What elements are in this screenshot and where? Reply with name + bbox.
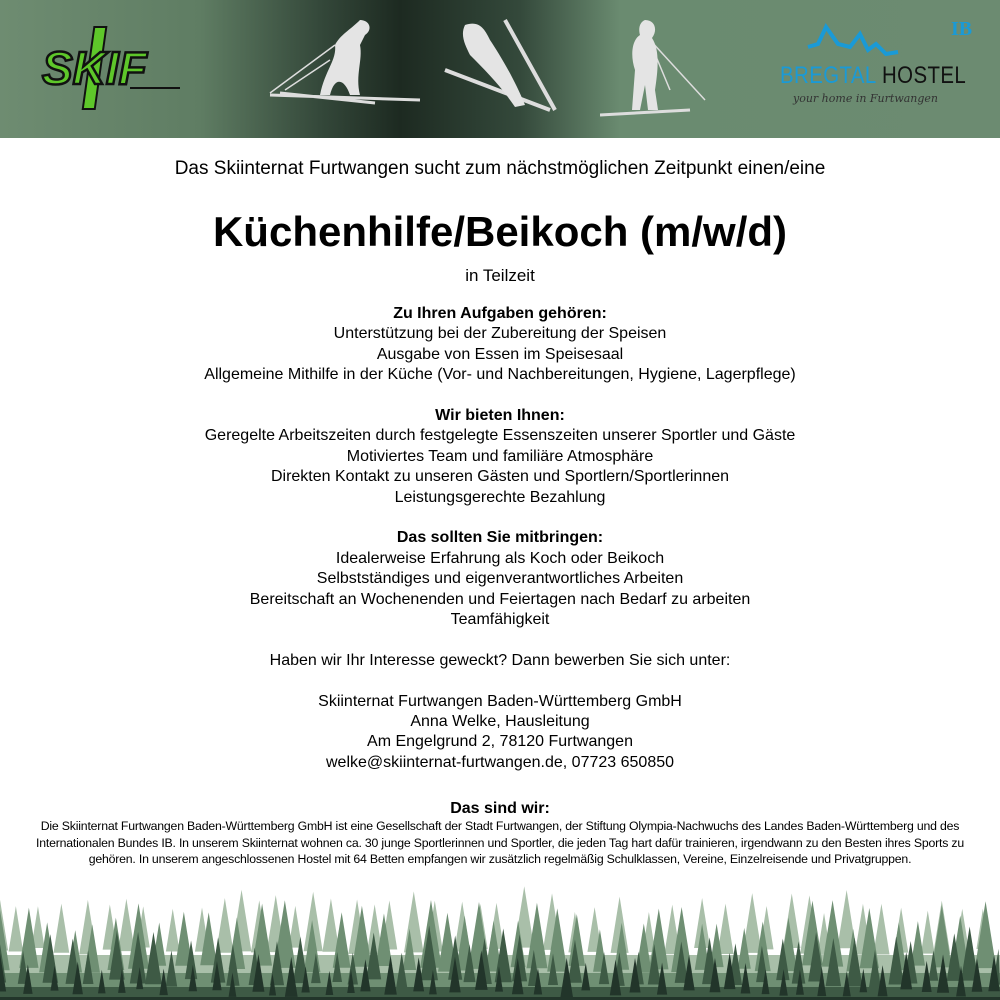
svg-text:SKIF: SKIF — [42, 42, 147, 94]
hostel-tagline: your home in Furtwangen — [793, 92, 939, 105]
tree-shape — [975, 901, 996, 968]
list-item: Allgemeine Mithilfe in der Küche (Vor- und Nachbereitungen, Hygiene, Lagerpflege) — [204, 366, 796, 384]
section-heading-tasks: Zu Ihren Aufgaben gehören: — [393, 305, 607, 322]
job-title: Küchenhilfe/Beikoch (m/w/d) — [212, 208, 788, 255]
job-details — [0, 304, 1000, 773]
skif-logo — [40, 22, 180, 112]
section-heading-offer: Wir bieten Ihnen: — [435, 407, 565, 425]
email-phone: welke@skiinternat-furtwangen.de, 07723 650850 — [325, 753, 675, 771]
about-text: Die Skiinternat Furtwangen Baden-Württemberg GmbH ist eine Gesellschaft der Stadt Furtwangen, der Stiftung Olympia-Nachwuchs des Landes Baden-Württemberg und des Internationalen Bundes IB. In unserem Skiinternat wohnen ca. 30 junge Sportlerinnen und Sportler, die jeden Tag hart dafür trainieren, irgendwann zu den Besten ihres Sports zu gehören. In unserem angeschlossenen Hostel mit 64 Betten empfangen wir zusätzlich regelmäßig Schulklassen, Vereine, Einzelreisende und Privatgruppen. — [36, 819, 964, 866]
ski-jumper-image — [440, 15, 560, 115]
list-item: Selbstständiges und eigenverantwortliches Arbeiten — [316, 570, 684, 588]
hostel-name-part1: BREGTAL — [780, 62, 876, 89]
hostel-name-part2: HOSTEL — [882, 62, 967, 89]
apply-prompt: Haben wir Ihr Interesse geweckt? Dann bewerben Sie sich unter: — [269, 651, 731, 669]
about-heading: Das sind wir: — [450, 800, 550, 817]
job-type: in Teilzeit — [465, 266, 535, 285]
bregtal-hostel-logo — [778, 18, 978, 112]
mountain-icon — [778, 22, 948, 62]
tree-shape — [921, 911, 935, 954]
tree-shape — [404, 891, 424, 952]
tree-shape — [9, 906, 24, 951]
cross-country-skier-image — [265, 15, 425, 105]
list-item: Unterstützung bei der Zubereitung der Speisen — [333, 325, 667, 343]
section-heading-requirements: Das sollten Sie mitbringen: — [396, 529, 604, 547]
tree-shape — [166, 909, 180, 952]
tree-shape — [54, 904, 70, 953]
list-item: Motiviertes Team und familiäre Atmosphäre — [346, 447, 654, 465]
header-banner — [0, 0, 1000, 138]
address: Am Engelgrund 2, 78120 Furtwangen — [367, 733, 633, 751]
tree-shape — [932, 905, 952, 967]
ib-badge: IB — [951, 18, 973, 40]
list-item: Ausgabe von Essen im Speisesaal — [376, 345, 624, 363]
biathlete-image — [600, 10, 710, 120]
forest-footer-image — [0, 885, 1000, 1000]
intro-text: Das Skiinternat Furtwangen sucht zum nächstmöglichen Zeitpunkt einen/eine — [174, 158, 826, 179]
tree-shape — [873, 904, 889, 955]
list-item: Idealerweise Erfahrung als Koch oder Beikoch — [335, 549, 665, 567]
list-item: Bereitschaft an Wochenenden und Feiertagen nach Bedarf zu arbeiten — [249, 590, 751, 608]
list-item: Geregelte Arbeitszeiten durch festgelegte Essenszeiten unserer Sportler und Gäste — [204, 427, 796, 445]
about-section — [0, 800, 1000, 868]
company-name: Skiinternat Furtwangen Baden-Württemberg GmbH — [318, 692, 682, 710]
list-item: Leistungsgerechte Bezahlung — [394, 488, 606, 506]
list-item: Teamfähigkeit — [450, 611, 550, 629]
contact-person: Anna Welke, Hausleitung — [410, 713, 590, 731]
list-item: Direkten Kontakt zu unseren Gästen und Sportlern/Sportlerinnen — [270, 468, 730, 486]
